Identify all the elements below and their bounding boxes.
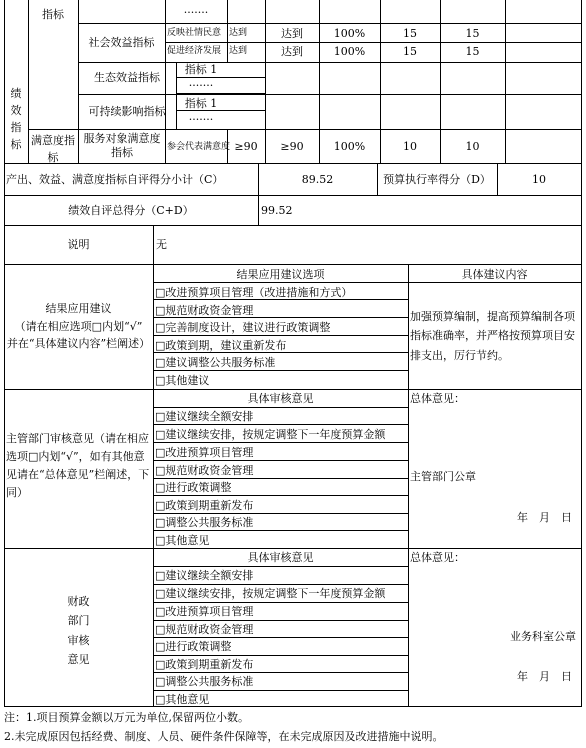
finance-option[interactable]: □调整公共服务标准 bbox=[155, 675, 254, 688]
social-row-weight: 15 bbox=[403, 45, 417, 58]
rule bbox=[265, 0, 266, 163]
rule bbox=[153, 566, 408, 567]
dept-option[interactable]: □进行政策调整 bbox=[155, 481, 232, 494]
rule bbox=[176, 77, 265, 78]
finance-option[interactable]: □规范财政资金管理 bbox=[155, 623, 254, 636]
sustain-dots-2: ······· bbox=[188, 113, 214, 126]
finance-option[interactable]: □建议继续全额安排 bbox=[155, 569, 254, 582]
result-option[interactable]: □建议调整公共服务标准 bbox=[155, 356, 276, 369]
rule bbox=[4, 264, 582, 265]
eco-item: 指标 1 bbox=[184, 63, 218, 76]
subtotal-label: 产出、效益、满意度指标自评得分小计（C） bbox=[6, 173, 224, 186]
satisfaction-label: 满意度指标 bbox=[31, 134, 75, 164]
rule bbox=[153, 690, 408, 691]
sustain-item: 指标 1 bbox=[184, 97, 218, 110]
rule bbox=[505, 0, 506, 163]
result-options-header: 结果应用建议选项 bbox=[236, 268, 325, 281]
rule bbox=[78, 23, 582, 24]
sustain-label: 可持续影响指标 bbox=[88, 105, 166, 118]
dept-option[interactable]: □建议继续安排，按规定调整下一年度预算金额 bbox=[155, 428, 386, 441]
dept-option[interactable]: □政策到期重新发布 bbox=[155, 499, 254, 512]
note-line: 2.未完成原因包括经费、制度、人员、硬件条件保障等，在未完成原因及改进措施中说明。 bbox=[4, 730, 444, 743]
rule bbox=[153, 513, 408, 514]
finance-label-line: 审核 bbox=[67, 633, 90, 647]
dept-overall-label: 总体意见： bbox=[410, 392, 465, 405]
finance-label-line: 意见 bbox=[67, 652, 90, 666]
rule bbox=[4, 225, 582, 226]
dept-header: 具体审核意见 bbox=[247, 392, 314, 405]
dept-label: 主管部门审核意见（请在相应选项□内划“√”，如有其他意见请在“总体意见”栏阐述，下同） bbox=[6, 432, 150, 500]
rule bbox=[153, 672, 408, 673]
rule bbox=[4, 163, 582, 164]
rule bbox=[153, 637, 408, 638]
indicator-header: 指标 bbox=[42, 8, 64, 21]
rule bbox=[153, 424, 408, 425]
perf-side-label bbox=[9, 85, 23, 153]
result-option[interactable]: □改进预算项目管理（改进措施和方式） bbox=[155, 286, 353, 299]
explain-label: 说明 bbox=[67, 238, 90, 251]
rule bbox=[227, 0, 228, 62]
social-row-name: 反映社情民意 bbox=[167, 28, 222, 38]
social-row-method: 达到 bbox=[229, 46, 248, 56]
social-row-method: 达到 bbox=[229, 28, 248, 38]
rule bbox=[408, 264, 409, 706]
dept-option[interactable]: □建议继续全额安排 bbox=[155, 410, 254, 423]
perf-side-char: 指 bbox=[10, 121, 22, 135]
rule bbox=[153, 530, 408, 531]
rule bbox=[153, 584, 408, 585]
satisfaction-rate: 100% bbox=[333, 140, 366, 153]
result-option[interactable]: □完善制度设计，建议进行政策调整 bbox=[155, 321, 331, 334]
social-row-rate: 100% bbox=[333, 27, 366, 40]
finance-overall-label: 总体意见： bbox=[410, 551, 465, 564]
result-label-line: 并在“具体建议内容”栏阐述） bbox=[6, 337, 151, 351]
rule bbox=[28, 129, 582, 130]
social-row-target: 达到 bbox=[281, 27, 303, 40]
rule bbox=[440, 0, 441, 163]
rule bbox=[78, 94, 582, 95]
rule bbox=[153, 602, 408, 603]
social-row-target: 达到 bbox=[281, 45, 303, 58]
finance-label-line: 部门 bbox=[67, 614, 90, 628]
result-option[interactable]: □政策到期，建议重新发布 bbox=[155, 339, 287, 352]
note-line: 注：1.项目预算金额以万元为单位,保留两位小数。 bbox=[4, 711, 249, 724]
finance-option[interactable]: □建议继续安排，按规定调整下一年度预算金额 bbox=[155, 587, 386, 600]
finance-label bbox=[4, 592, 153, 669]
header-dots: ······· bbox=[183, 6, 209, 19]
eco-dots: ······· bbox=[188, 79, 214, 92]
rule bbox=[153, 335, 408, 336]
explain-value: 无 bbox=[156, 238, 167, 251]
rule bbox=[153, 225, 154, 706]
rule bbox=[4, 389, 582, 390]
dept-date: 年 月 日 bbox=[517, 511, 572, 524]
total-value: 99.52 bbox=[261, 204, 293, 217]
result-content: 加强预算编制，提高预算编制各项指标准确率，并严格按预算项目安排支出，厉行节约。 bbox=[410, 310, 575, 362]
satisfaction-target: ≥90 bbox=[280, 140, 304, 153]
social-row-weight: 15 bbox=[403, 27, 417, 40]
result-option[interactable]: □规范财政资金管理 bbox=[155, 304, 254, 317]
dept-option[interactable]: □改进预算项目管理 bbox=[155, 446, 254, 459]
rule bbox=[4, 548, 582, 549]
social-row-name: 促进经济发展 bbox=[167, 46, 222, 56]
eco-benefit-label: 生态效益指标 bbox=[94, 71, 160, 84]
satisfaction-score: 10 bbox=[465, 140, 480, 153]
rule bbox=[153, 620, 408, 621]
result-label-line: （请在相应选项□内划“√” bbox=[14, 319, 143, 333]
satisfaction-method: ≥90 bbox=[234, 140, 258, 153]
social-row-score: 15 bbox=[465, 45, 480, 58]
rule bbox=[153, 442, 408, 443]
rule bbox=[153, 478, 408, 479]
subtotal-value: 89.52 bbox=[301, 173, 334, 186]
finance-option[interactable]: □政策到期重新发布 bbox=[155, 658, 254, 671]
finance-label-line: 财政 bbox=[67, 595, 90, 608]
finance-date: 年 月 日 bbox=[517, 670, 572, 683]
rule bbox=[153, 495, 408, 496]
social-row-score: 15 bbox=[465, 27, 480, 40]
finance-option[interactable]: □其他意见 bbox=[155, 693, 210, 706]
rule bbox=[581, 0, 582, 706]
finance-seal: 业务科室公章 bbox=[510, 630, 576, 643]
rule bbox=[4, 706, 582, 707]
rule bbox=[153, 370, 408, 371]
dept-option[interactable]: □调整公共服务标准 bbox=[155, 516, 254, 529]
rule bbox=[78, 62, 582, 63]
perf-side-char: 绩 bbox=[10, 87, 22, 100]
dept-option[interactable]: □规范财政资金管理 bbox=[155, 464, 254, 477]
rule bbox=[153, 460, 408, 461]
perf-side-char: 效 bbox=[10, 104, 22, 118]
social-benefit-label: 社会效益指标 bbox=[88, 36, 155, 49]
total-label: 绩效自评总得分（C+D） bbox=[68, 204, 194, 217]
rule bbox=[4, 195, 582, 196]
perf-side-char: 标 bbox=[10, 138, 22, 152]
rule bbox=[319, 0, 320, 163]
result-label-line: 结果应用建议 bbox=[45, 302, 112, 315]
satisfaction-weight: 10 bbox=[403, 140, 417, 153]
result-content-header: 具体建议内容 bbox=[461, 268, 528, 281]
rule bbox=[380, 0, 381, 163]
rule bbox=[153, 655, 408, 656]
rule bbox=[153, 407, 408, 408]
result-label bbox=[4, 300, 153, 353]
satisfaction-sub-label: 服务对象满意度指标 bbox=[83, 132, 161, 160]
exec-rate-label: 预算执行率得分（D） bbox=[383, 173, 491, 186]
finance-option[interactable]: □改进预算项目管理 bbox=[155, 605, 254, 618]
rule bbox=[153, 282, 582, 283]
dept-option[interactable]: □其他意见 bbox=[155, 534, 210, 547]
finance-header: 具体审核意见 bbox=[247, 551, 314, 564]
social-row-rate: 100% bbox=[333, 45, 366, 58]
result-option[interactable]: □其他建议 bbox=[155, 374, 210, 387]
finance-option[interactable]: □进行政策调整 bbox=[155, 640, 232, 653]
dept-seal: 主管部门公章 bbox=[410, 470, 476, 483]
satisfaction-name: 参会代表满意度 bbox=[167, 142, 231, 152]
exec-rate-value: 10 bbox=[532, 173, 546, 186]
